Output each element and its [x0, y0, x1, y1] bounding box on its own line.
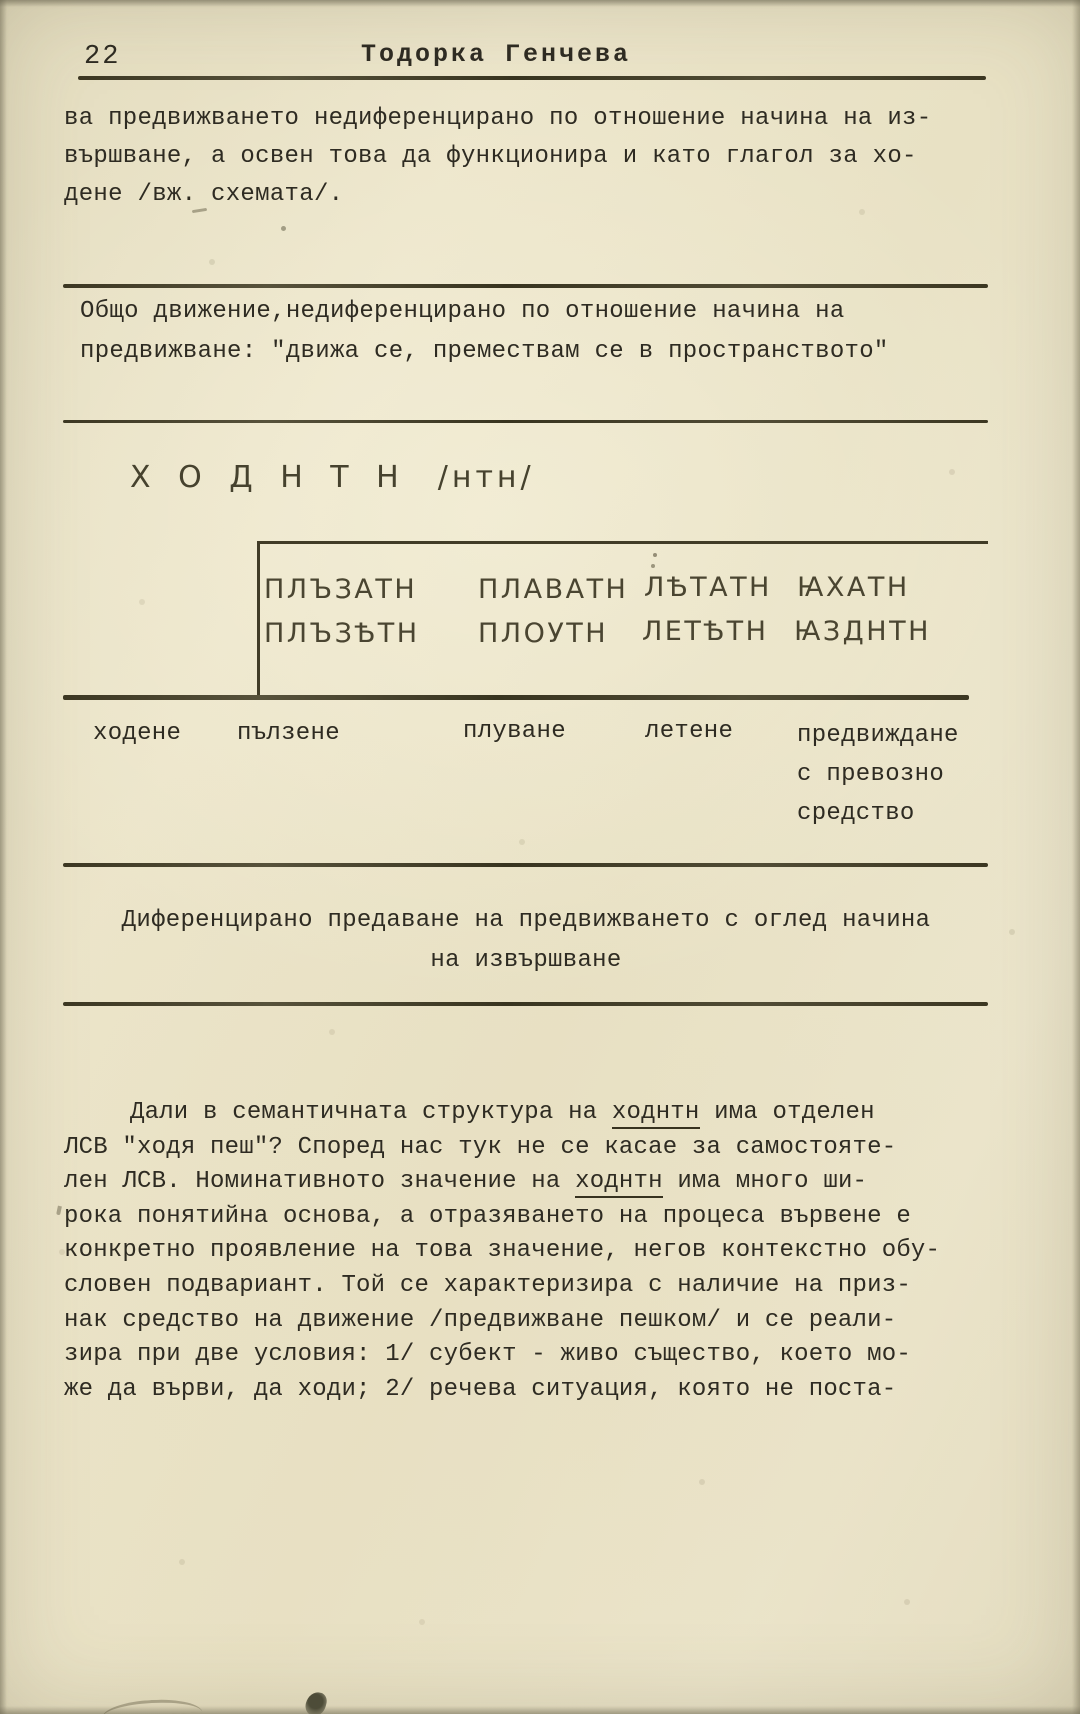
general-meaning-line: Общо движение,недиференцирано по отношение начина на — [80, 298, 845, 325]
body-line — [64, 1234, 1014, 1269]
stray-ink-comma — [56, 1206, 62, 1216]
body-line — [64, 1338, 1014, 1373]
body-line — [64, 1131, 1014, 1166]
body-line — [64, 1200, 1014, 1235]
underlined-term: ходнтн — [575, 1168, 663, 1198]
headword — [130, 460, 535, 495]
scheme-box-bottom-rule — [63, 695, 969, 700]
ocs-verb: ПЛОУТН — [478, 618, 609, 649]
body-line — [64, 1269, 1014, 1304]
differentiated-caption — [64, 901, 988, 981]
ocs-verb: ЛѢТАТН — [644, 572, 772, 603]
category-label: пълзене — [237, 720, 340, 747]
header-rule — [78, 76, 986, 80]
category-label: плуване — [463, 718, 566, 745]
section-rule — [63, 284, 988, 288]
body-line — [64, 1165, 1014, 1200]
intro-line: вършване, а освен това да функционира и като глагол за хо- — [64, 143, 917, 170]
category-label: ходене — [93, 720, 182, 747]
general-meaning-line: предвижване: "движа се, премествам се в пространството" — [80, 338, 889, 365]
stray-pen-dot — [281, 226, 286, 231]
headword-variant: /нтн/ — [437, 460, 535, 495]
category-label-line: с превозно — [797, 761, 945, 788]
caption-line: Диференцирано предаване на предвижването с оглед начина — [121, 907, 931, 934]
body-text: Дали в семантичната структура на — [130, 1099, 612, 1126]
general-meaning — [80, 292, 1004, 372]
body-line — [64, 1304, 1014, 1339]
body-text: зира при две условия: 1/ субект - живо същество, което мо- — [64, 1341, 911, 1369]
category-label: летене — [645, 718, 734, 745]
pencil-smudge — [102, 1697, 203, 1714]
intro-paragraph — [64, 100, 1004, 214]
scan-edge-shadow-right — [1072, 0, 1080, 1714]
running-title: Тодорка Генчева — [360, 40, 632, 69]
ocs-verb: ПЛАВАТН — [478, 574, 629, 605]
body-paragraph — [64, 1096, 1014, 1407]
body-text: има отделен — [699, 1099, 875, 1126]
page-number: 22 — [84, 42, 121, 72]
body-text: има много ши- — [662, 1168, 868, 1196]
body-text: же да върви, да ходи; 2/ речева ситуация, която не поста- — [64, 1375, 897, 1403]
body-text: словен подвариант. Той се характеризира с наличие на приз- — [64, 1271, 911, 1299]
body-text: ЛСВ "ходя пеш"? Според нас тук не се касае за самостояте- — [64, 1133, 897, 1161]
scheme-box-top-border — [257, 541, 988, 544]
intro-line: ва предвижването недиференцирано по отношение начина на из- — [64, 105, 932, 132]
caption-line: на извършване — [430, 947, 622, 974]
body-line — [64, 1096, 1014, 1131]
category-label-line: предвиждане — [797, 722, 959, 749]
scan-edge-shadow-top — [0, 0, 1080, 7]
body-text: лен ЛСВ. Номинативното значение на — [64, 1168, 576, 1196]
body-text: рока понятийна основа, а отразяването на процеса вървене е — [64, 1202, 911, 1230]
body-line — [64, 1373, 1014, 1408]
paper-specks — [0, 0, 4, 4]
body-text: нак средство на движение /предвижване пешком/ и се реали- — [64, 1306, 897, 1334]
ocs-verb: ПЛЪЗѢТН — [264, 618, 420, 649]
ocs-verb: ꙖЗДНТН — [794, 616, 931, 647]
scan-edge-shadow-left — [0, 0, 7, 1714]
scheme-box-left-border — [257, 541, 260, 700]
section-rule — [63, 420, 988, 423]
body-text: конкретно проявление на това значение, негов контекстно обу- — [64, 1237, 941, 1265]
stray-ink-colon — [653, 553, 657, 557]
section-rule — [63, 863, 988, 867]
ocs-verb: ꙖХАТН — [797, 572, 910, 603]
category-label-vehicle — [797, 716, 1007, 833]
ocs-verb: ЛЕТѢТН — [642, 616, 769, 647]
intro-line: дене /вж. схемата/. — [64, 181, 344, 208]
underlined-term: ходнтн — [612, 1099, 700, 1129]
headword-lemma: Х О Д Н Т Н — [130, 460, 408, 495]
category-label-line: средство — [797, 800, 915, 827]
ocs-verb: ПЛЪЗАТН — [264, 574, 418, 605]
section-rule — [63, 1002, 988, 1006]
